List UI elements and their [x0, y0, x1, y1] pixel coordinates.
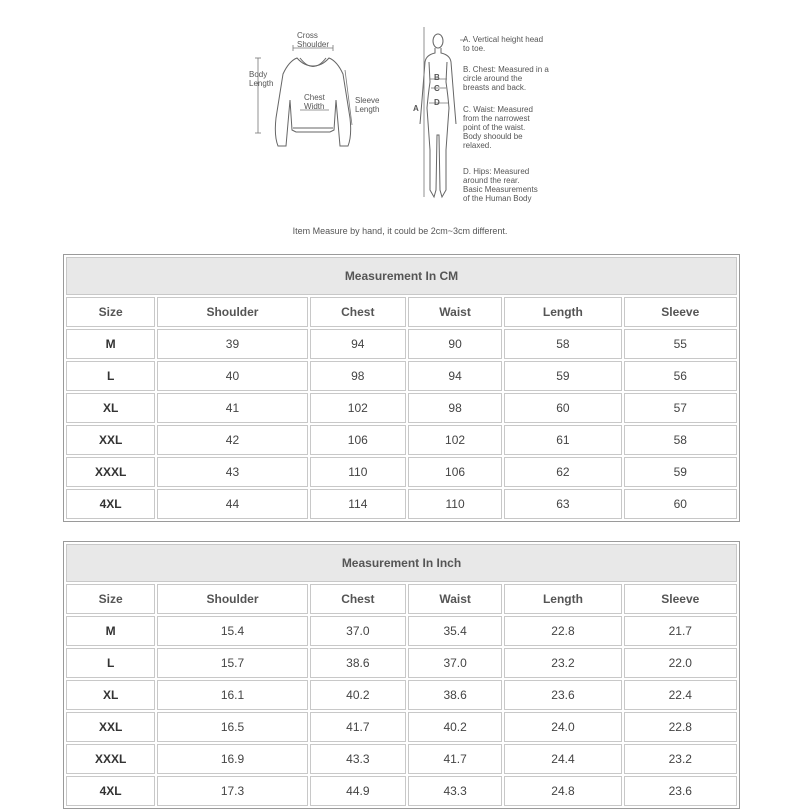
value-cell: 24.0: [504, 712, 621, 742]
value-cell: 16.1: [157, 680, 307, 710]
value-cell: 62: [504, 457, 621, 487]
value-cell: 22.8: [504, 616, 621, 646]
value-cell: 102: [310, 393, 406, 423]
value-cell: 37.0: [408, 648, 502, 678]
value-cell: 94: [310, 329, 406, 359]
value-cell: 90: [408, 329, 502, 359]
column-header: Chest: [310, 584, 406, 614]
column-header: Sleeve: [624, 297, 737, 327]
size-cell: XXL: [66, 425, 155, 455]
value-cell: 55: [624, 329, 737, 359]
size-cell: XXXL: [66, 744, 155, 774]
size-cell: XL: [66, 393, 155, 423]
value-cell: 59: [624, 457, 737, 487]
value-cell: 106: [310, 425, 406, 455]
note-b: B. Chest: Measured in a circle around the breasts and back.: [463, 65, 549, 92]
measure-note: Item Measure by hand, it could be 2cm~3cm different.: [292, 226, 508, 236]
value-cell: 44: [157, 489, 307, 519]
value-cell: 35.4: [408, 616, 502, 646]
value-cell: 41: [157, 393, 307, 423]
value-cell: 60: [624, 489, 737, 519]
size-cell: 4XL: [66, 489, 155, 519]
body-length-label: Body Length: [249, 70, 274, 88]
table-row: [66, 361, 737, 391]
value-cell: 41.7: [310, 712, 406, 742]
value-cell: 58: [504, 329, 621, 359]
value-cell: 21.7: [624, 616, 737, 646]
cross-shoulder-label: Cross Shoulder: [297, 31, 330, 49]
value-cell: 24.4: [504, 744, 621, 774]
column-header: Length: [504, 297, 621, 327]
value-cell: 23.2: [624, 744, 737, 774]
value-cell: 56: [624, 361, 737, 391]
column-header: Shoulder: [157, 584, 307, 614]
value-cell: 63: [504, 489, 621, 519]
value-cell: 17.3: [157, 776, 307, 806]
value-cell: 110: [310, 457, 406, 487]
value-cell: 98: [310, 361, 406, 391]
marker-d: D: [434, 98, 440, 107]
table-row: [66, 393, 737, 423]
table-title: Measurement In Inch: [66, 544, 737, 582]
table-row: [66, 744, 737, 774]
size-cell: XXXL: [66, 457, 155, 487]
value-cell: 40.2: [408, 712, 502, 742]
shirt-and-body-illustration: [0, 0, 800, 250]
value-cell: 38.6: [310, 648, 406, 678]
value-cell: 43.3: [310, 744, 406, 774]
table-row: [66, 776, 737, 806]
column-header: Size: [66, 584, 155, 614]
value-cell: 23.6: [624, 776, 737, 806]
value-cell: 23.2: [504, 648, 621, 678]
column-header: Sleeve: [624, 584, 737, 614]
value-cell: 44.9: [310, 776, 406, 806]
column-header: Size: [66, 297, 155, 327]
value-cell: 15.4: [157, 616, 307, 646]
value-cell: 61: [504, 425, 621, 455]
value-cell: 22.0: [624, 648, 737, 678]
value-cell: 37.0: [310, 616, 406, 646]
column-header: Shoulder: [157, 297, 307, 327]
value-cell: 16.5: [157, 712, 307, 742]
value-cell: 114: [310, 489, 406, 519]
table-row: [66, 616, 737, 646]
size-table-inch: [63, 541, 740, 809]
value-cell: 43.3: [408, 776, 502, 806]
note-c: C. Waist: Measured from the narrowest point of the waist. Body shoould be relaxed.: [463, 105, 533, 150]
value-cell: 39: [157, 329, 307, 359]
value-cell: 22.8: [624, 712, 737, 742]
column-header: Length: [504, 584, 621, 614]
marker-b: B: [434, 73, 440, 82]
size-table-cm: [63, 254, 740, 522]
table-row: [66, 648, 737, 678]
size-cell: L: [66, 648, 155, 678]
chest-width-label: Chest Width: [304, 93, 325, 111]
value-cell: 94: [408, 361, 502, 391]
table-title: Measurement In CM: [66, 257, 737, 295]
header-row: [66, 297, 737, 327]
column-header: Waist: [408, 584, 502, 614]
size-cell: XXL: [66, 712, 155, 742]
table-row: [66, 489, 737, 519]
value-cell: 106: [408, 457, 502, 487]
measurement-diagram: [0, 0, 800, 250]
column-header: Chest: [310, 297, 406, 327]
marker-c: C: [434, 84, 440, 93]
value-cell: 23.6: [504, 680, 621, 710]
value-cell: 57: [624, 393, 737, 423]
table-row: [66, 425, 737, 455]
column-header: Waist: [408, 297, 502, 327]
size-cell: XL: [66, 680, 155, 710]
table-row: [66, 680, 737, 710]
marker-a: A: [413, 104, 419, 113]
value-cell: 38.6: [408, 680, 502, 710]
size-cell: M: [66, 616, 155, 646]
value-cell: 40.2: [310, 680, 406, 710]
value-cell: 15.7: [157, 648, 307, 678]
value-cell: 58: [624, 425, 737, 455]
sleeve-length-label: Sleeve Length: [355, 96, 380, 114]
value-cell: 98: [408, 393, 502, 423]
value-cell: 16.9: [157, 744, 307, 774]
table-row: [66, 457, 737, 487]
value-cell: 24.8: [504, 776, 621, 806]
value-cell: 43: [157, 457, 307, 487]
table-row: [66, 329, 737, 359]
size-cell: 4XL: [66, 776, 155, 806]
value-cell: 102: [408, 425, 502, 455]
value-cell: 59: [504, 361, 621, 391]
note-a: A. Vertical height head to toe.: [463, 35, 544, 53]
body-sketch: [420, 34, 456, 197]
value-cell: 60: [504, 393, 621, 423]
value-cell: 40: [157, 361, 307, 391]
value-cell: 110: [408, 489, 502, 519]
header-row: [66, 584, 737, 614]
value-cell: 22.4: [624, 680, 737, 710]
table-row: [66, 712, 737, 742]
value-cell: 41.7: [408, 744, 502, 774]
size-cell: M: [66, 329, 155, 359]
size-cell: L: [66, 361, 155, 391]
value-cell: 42: [157, 425, 307, 455]
note-d: D. Hips: Measured around the rear. Basic Measurements of the Human Body: [463, 167, 538, 203]
